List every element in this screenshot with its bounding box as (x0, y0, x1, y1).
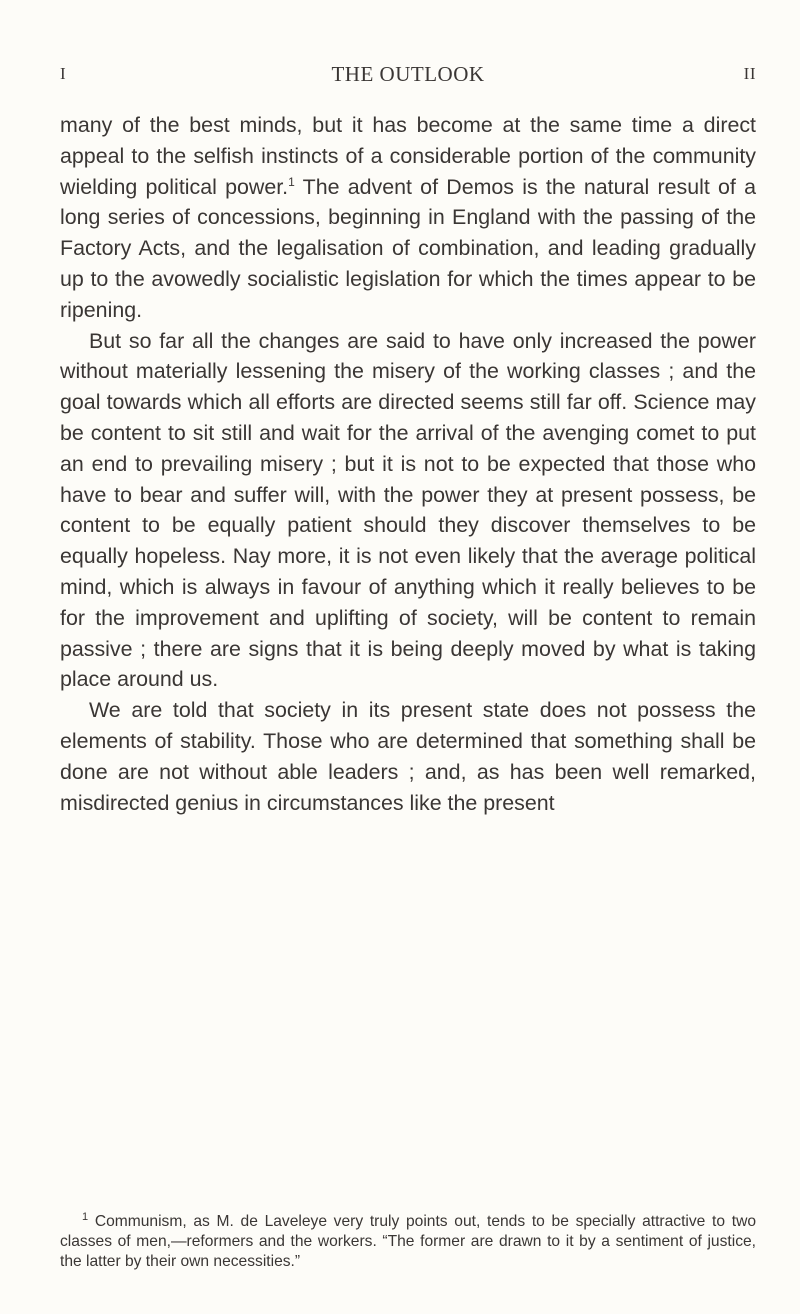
footnote-text: Communism, as M. de Laveleye very truly points out, tends to be specially attractive to two classes of men,—reformers and the workers. “The former are drawn to it by a sentiment of justice, the latter by their own necessities.” (60, 1213, 756, 1271)
paragraph-3: We are told that society in its present state does not possess the elements of stability. Those who are determined that something shall be done are not without able leaders ; and, as has been well remarked, misdirected genius in circumstances like the present (60, 698, 756, 815)
volume-number: I (60, 64, 67, 83)
running-head (60, 62, 756, 92)
footnote-reference: 1 (288, 174, 295, 189)
paragraph-2: But so far all the changes are said to have only increased the power without materially lessening the misery of the working classes ; and the goal towards which all efforts are directed seems still far off. Science may be content to sit still and wait for the arrival of the avenging comet to put an end to prevailing misery ; but it is not to be expected that those who have to bear and suffer will, with the power they at present possess, be content to be equally patient should they discover themselves to be equally hopeless. Nay more, it is not even likely that the average political mind, which is always in favour of anything which it really believes to be for the improvement and uplifting of society, will be content to remain passive ; there are signs that it is being deeply moved by what is taking place around us. (60, 328, 756, 692)
page-number: II (743, 64, 756, 83)
chapter-title: THE OUTLOOK (331, 62, 485, 86)
footnote-mark: 1 (82, 1210, 89, 1223)
footnote (60, 1212, 756, 1273)
paragraph-1 (60, 110, 756, 326)
paragraph-1-text-b: The advent of Demos is the natural result of a long series of concessions, beginning in England with the passing of the Factory Acts, and the legalisation of combination, and leading gradually up to the avowedly socialistic legislation for which the times appear to be ripening. (60, 174, 756, 322)
body-text (60, 110, 756, 818)
paragraph-1-text-a: many of the best minds, but it has become at the same time a direct appeal to the selfish instincts of a considerable portion of the community wielding political power. (60, 113, 756, 199)
